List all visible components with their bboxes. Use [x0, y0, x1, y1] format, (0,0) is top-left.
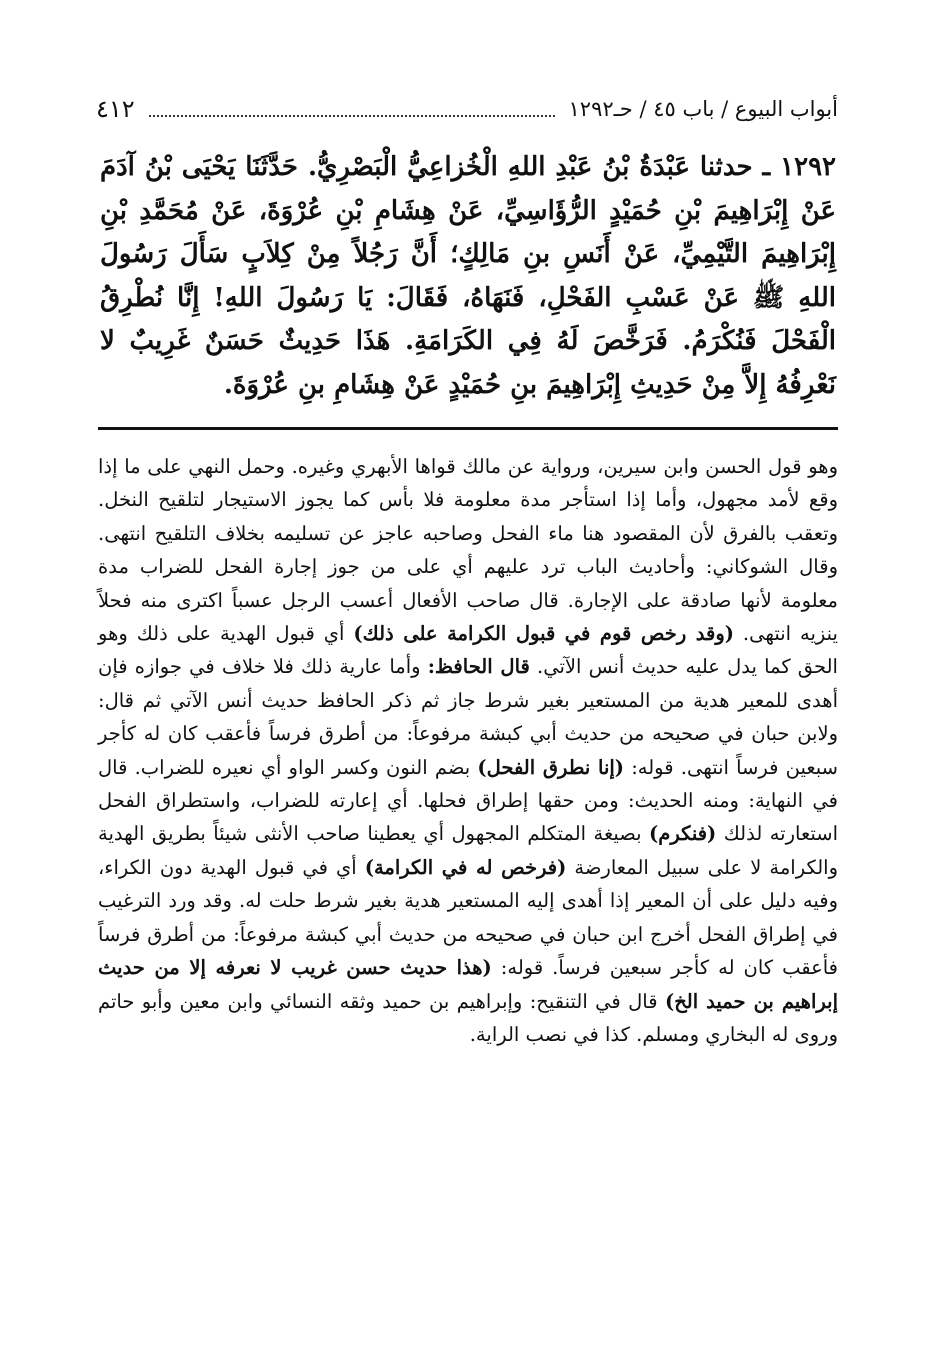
- hadith-text: [100, 146, 836, 407]
- commentary-segment: بضم النون وكسر الواو أي نعيره للضراب. قال في النهاية: ومنه الحديث: ومن حقها إطراق فحلها. أي إعارته للضراب، واستطراق الفحل استعارته لذلك: [98, 755, 838, 846]
- running-title: أبواب البيوع / باب ٤٥ / حـ١٢٩٢: [568, 97, 838, 121]
- quoted-phrase: (فرخص له في الكرامة): [364, 855, 567, 879]
- commentary-segment: أي قبول الهدية على ذلك وهو الحق كما يدل عليه حديث أنس الآتي.: [98, 622, 838, 679]
- dotted-leader: [149, 101, 555, 117]
- commentary-segment: أي في قبول الهدية دون الكراء، وفيه دليل على أن المعير إذا أهدى إليه المستعير هدية بغير شرط حلت له. وقد ورد الترغيب في إطراق الفحل أخرج ابن حبان في صحيحه من حديث أبي كبشة مرفوعاً: من أطرق فرساً فأعقب كان له كأجر سبعين فرساً. قوله:: [98, 855, 838, 980]
- commentary-segment: قال في التنقيح: وإبراهيم بن حميد وثقه النسائي وابن معين وأبو حاتم وروى له البخاري ومسلم. كذا في نصب الراية.: [98, 989, 838, 1046]
- quoted-phrase: قال الحافظ:: [427, 655, 530, 679]
- page-header: [96, 92, 838, 126]
- commentary-segment: بصيغة المتكلم المجهول أي يعطينا صاحب الأنثى شيئاً بطريق الهدية والكرامة لا على سبيل المعارضة: [98, 822, 838, 879]
- quoted-phrase: (وقد رخص قوم في قبول الكرامة على ذلك): [353, 622, 734, 646]
- hadith-body: ـ حدثنا عَبْدَةُ بْنُ عَبْدِ اللهِ الْخُزاعِيُّ الْبَصْرِيُّ. حَدَّثَنَا يَحْيَى بْنُ آدَمَ عَنْ إِبْرَاهِيمَ بْنِ حُمَيْدٍ الرُّؤَاسِيِّ، عَنْ هِشَامِ بْنِ عُرْوَةَ، عَنْ مُحَمَّدِ بْنِ إِبْرَاهِيمَ التَّيْمِيِّ، عَنْ أَنَسِ بنِ مَالِكٍ؛ أَنَّ رَجُلاً مِنْ كِلاَبٍ سَأَلَ رَسُولَ اللهِ ﷺ عَنْ عَسْبِ الفَحْلِ، فَنَهَاهُ، فَقَالَ: يَا رَسُولَ اللهِ! إِنَّا نُطْرِقُ الْفَحْلَ فَنُكْرَمُ. فَرَخَّصَ لَهُ فِي الكَرَامَةِ. هَذَا حَدِيثٌ حَسَنٌ غَرِيبٌ لا نَعْرِفُهُ إِلاَّ مِنْ حَدِيثِ إِبْرَاهِيمَ بنِ حُمَيْدٍ عَنْ هِشَامِ بنِ عُرْوَةَ.: [100, 152, 836, 400]
- footnote-separator: [98, 427, 838, 430]
- commentary-text: [98, 450, 838, 1051]
- hadith-number: ١٢٩٢: [780, 152, 836, 182]
- commentary-segment: وهو قول الحسن وابن سيرين، ورواية عن مالك قواها الأبهري وغيره. وحمل النهي على ما إذا وقع لأمد مجهول، وأما إذا استأجر مدة معلومة فلا بأس كما يجوز الاستيجار لتلقيح النخل. وتعقب بالفرق لأن المقصود هنا ماء الفحل وصاحبه عاجز عن تسليمه بخلاف التلقيح انتهى. وقال الشوكاني: وأحاديث الباب ترد عليهم أي على من جوز إجارة الفحل للضراب مدة معلومة لأنها صادقة على الإجارة. قال صاحب الأفعال أعسب الرجل عسباً اكترى منه فحلاً ينزيه انتهى.: [98, 455, 838, 646]
- quoted-phrase: (فنكرم): [649, 822, 717, 846]
- page-number: ٤١٢: [96, 95, 135, 123]
- quoted-phrase: (إنا نطرق الفحل): [477, 755, 625, 779]
- quoted-phrase: (هذا حديث حسن غريب لا نعرفه إلا من حديث إبراهيم بن حميد الخ): [98, 956, 838, 1013]
- commentary-paragraph: [98, 450, 838, 1051]
- commentary-segment: وأما عارية ذلك فلا خلاف في جوازه فإن أهدى للمعير هدية من المستعير بغير شرط جاز ثم ذكر الحافظ حديث أنس الآتي ثم قال: ولابن حبان في صحيحه من حديث أبي كبشة مرفوعاً: من أطرق فرساً فأعقب كان له كأجر سبعين فرساً انتهى. قوله:: [98, 655, 839, 779]
